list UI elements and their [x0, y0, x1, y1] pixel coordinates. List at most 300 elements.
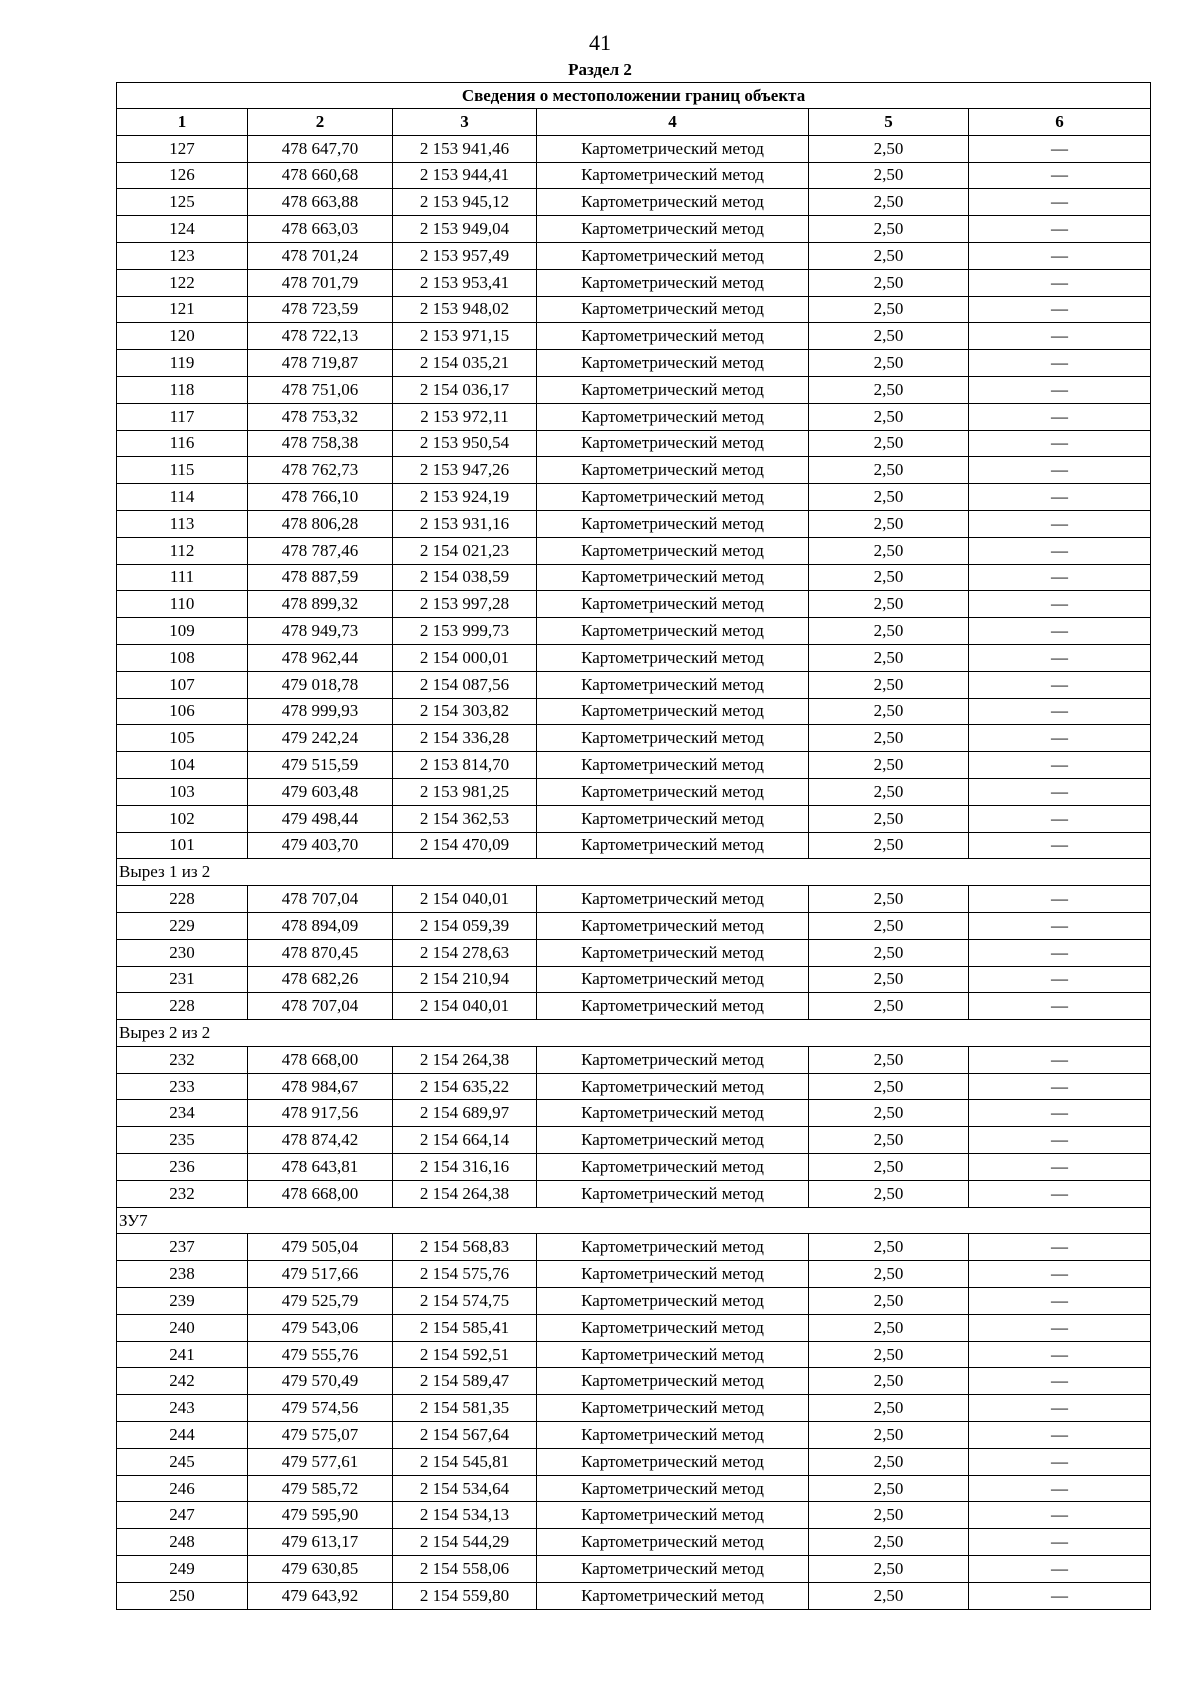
accuracy-cell: 2,50: [809, 1448, 969, 1475]
accuracy-cell: 2,50: [809, 430, 969, 457]
method-cell: Картометрический метод: [537, 698, 809, 725]
method-cell: Картометрический метод: [537, 644, 809, 671]
description-cell: —: [969, 350, 1151, 377]
accuracy-cell: 2,50: [809, 805, 969, 832]
table-row: [117, 350, 1151, 377]
method-cell: Картометрический метод: [537, 537, 809, 564]
table-row: [117, 1529, 1151, 1556]
description-cell: —: [969, 618, 1151, 645]
description-cell: —: [969, 1154, 1151, 1181]
method-cell: Картометрический метод: [537, 591, 809, 618]
x-coordinate-cell: 478 762,73: [248, 457, 393, 484]
x-coordinate-cell: 478 917,56: [248, 1100, 393, 1127]
column-header: 2: [248, 109, 393, 136]
table-row: [117, 1234, 1151, 1261]
point-number-cell: 119: [117, 350, 248, 377]
description-cell: —: [969, 1502, 1151, 1529]
column-header: 5: [809, 109, 969, 136]
accuracy-cell: 2,50: [809, 189, 969, 216]
method-cell: Картометрический метод: [537, 1180, 809, 1207]
y-coordinate-cell: 2 154 264,38: [393, 1046, 537, 1073]
y-coordinate-cell: 2 154 534,13: [393, 1502, 537, 1529]
x-coordinate-cell: 478 668,00: [248, 1180, 393, 1207]
table-row: [117, 1261, 1151, 1288]
description-cell: —: [969, 832, 1151, 859]
description-cell: —: [969, 1556, 1151, 1583]
y-coordinate-cell: 2 154 585,41: [393, 1314, 537, 1341]
description-cell: —: [969, 1368, 1151, 1395]
accuracy-cell: 2,50: [809, 886, 969, 913]
column-header: 4: [537, 109, 809, 136]
table-row: [117, 912, 1151, 939]
point-number-cell: 110: [117, 591, 248, 618]
method-cell: Картометрический метод: [537, 1556, 809, 1583]
accuracy-cell: 2,50: [809, 939, 969, 966]
y-coordinate-cell: 2 154 278,63: [393, 939, 537, 966]
group-title-row: [117, 1207, 1151, 1234]
y-coordinate-cell: 2 154 303,82: [393, 698, 537, 725]
accuracy-cell: 2,50: [809, 1529, 969, 1556]
method-cell: Картометрический метод: [537, 1127, 809, 1154]
x-coordinate-cell: 479 595,90: [248, 1502, 393, 1529]
x-coordinate-cell: 479 242,24: [248, 725, 393, 752]
table-row: [117, 1368, 1151, 1395]
accuracy-cell: 2,50: [809, 296, 969, 323]
y-coordinate-cell: 2 154 036,17: [393, 376, 537, 403]
description-cell: —: [969, 162, 1151, 189]
description-cell: —: [969, 269, 1151, 296]
x-coordinate-cell: 479 543,06: [248, 1314, 393, 1341]
point-number-cell: 117: [117, 403, 248, 430]
description-cell: —: [969, 1073, 1151, 1100]
method-cell: Картометрический метод: [537, 966, 809, 993]
point-number-cell: 240: [117, 1314, 248, 1341]
column-header: 6: [969, 109, 1151, 136]
method-cell: Картометрический метод: [537, 1448, 809, 1475]
description-cell: —: [969, 993, 1151, 1020]
method-cell: Картометрический метод: [537, 484, 809, 511]
method-cell: Картометрический метод: [537, 1046, 809, 1073]
accuracy-cell: 2,50: [809, 993, 969, 1020]
table-row: [117, 832, 1151, 859]
y-coordinate-cell: 2 153 972,11: [393, 403, 537, 430]
x-coordinate-cell: 478 766,10: [248, 484, 393, 511]
point-number-cell: 101: [117, 832, 248, 859]
x-coordinate-cell: 478 701,79: [248, 269, 393, 296]
method-cell: Картометрический метод: [537, 323, 809, 350]
section-title: Раздел 2: [568, 60, 632, 79]
table-row: [117, 886, 1151, 913]
accuracy-cell: 2,50: [809, 1046, 969, 1073]
y-coordinate-cell: 2 154 534,64: [393, 1475, 537, 1502]
point-number-cell: 235: [117, 1127, 248, 1154]
table-caption: Сведения о местоположении границ объекта: [117, 83, 1151, 109]
method-cell: Картометрический метод: [537, 752, 809, 779]
x-coordinate-cell: 479 630,85: [248, 1556, 393, 1583]
x-coordinate-cell: 479 585,72: [248, 1475, 393, 1502]
method-cell: Картометрический метод: [537, 1341, 809, 1368]
method-cell: Картометрический метод: [537, 1502, 809, 1529]
x-coordinate-cell: 478 719,87: [248, 350, 393, 377]
point-number-cell: 113: [117, 510, 248, 537]
description-cell: —: [969, 778, 1151, 805]
method-cell: Картометрический метод: [537, 457, 809, 484]
description-cell: —: [969, 376, 1151, 403]
x-coordinate-cell: 479 515,59: [248, 752, 393, 779]
point-number-cell: 103: [117, 778, 248, 805]
description-cell: —: [969, 671, 1151, 698]
x-coordinate-cell: 479 643,92: [248, 1582, 393, 1609]
method-cell: Картометрический метод: [537, 939, 809, 966]
x-coordinate-cell: 479 577,61: [248, 1448, 393, 1475]
point-number-cell: 102: [117, 805, 248, 832]
y-coordinate-cell: 2 154 574,75: [393, 1288, 537, 1315]
method-cell: Картометрический метод: [537, 162, 809, 189]
description-cell: —: [969, 644, 1151, 671]
x-coordinate-cell: 479 603,48: [248, 778, 393, 805]
description-cell: —: [969, 296, 1151, 323]
table-row: [117, 1502, 1151, 1529]
description-cell: —: [969, 1422, 1151, 1449]
x-coordinate-cell: 478 663,88: [248, 189, 393, 216]
y-coordinate-cell: 2 154 575,76: [393, 1261, 537, 1288]
point-number-cell: 120: [117, 323, 248, 350]
point-number-cell: 244: [117, 1422, 248, 1449]
accuracy-cell: 2,50: [809, 1395, 969, 1422]
accuracy-cell: 2,50: [809, 457, 969, 484]
accuracy-cell: 2,50: [809, 1341, 969, 1368]
table-header: [117, 83, 1151, 136]
table-row: [117, 1288, 1151, 1315]
y-coordinate-cell: 2 154 589,47: [393, 1368, 537, 1395]
method-cell: Картометрический метод: [537, 216, 809, 243]
point-number-cell: 104: [117, 752, 248, 779]
accuracy-cell: 2,50: [809, 1154, 969, 1181]
column-header: 3: [393, 109, 537, 136]
y-coordinate-cell: 2 153 981,25: [393, 778, 537, 805]
y-coordinate-cell: 2 154 544,29: [393, 1529, 537, 1556]
point-number-cell: 238: [117, 1261, 248, 1288]
method-cell: Картометрический метод: [537, 1422, 809, 1449]
table-row: [117, 671, 1151, 698]
table-row: [117, 484, 1151, 511]
description-cell: —: [969, 457, 1151, 484]
accuracy-cell: 2,50: [809, 1180, 969, 1207]
y-coordinate-cell: 2 153 999,73: [393, 618, 537, 645]
table-row: [117, 993, 1151, 1020]
description-cell: —: [969, 216, 1151, 243]
y-coordinate-cell: 2 154 336,28: [393, 725, 537, 752]
accuracy-cell: 2,50: [809, 1314, 969, 1341]
description-cell: —: [969, 242, 1151, 269]
table-row: [117, 1448, 1151, 1475]
y-coordinate-cell: 2 154 664,14: [393, 1127, 537, 1154]
point-number-cell: 230: [117, 939, 248, 966]
description-cell: —: [969, 1341, 1151, 1368]
accuracy-cell: 2,50: [809, 1100, 969, 1127]
accuracy-cell: 2,50: [809, 778, 969, 805]
x-coordinate-cell: 478 722,13: [248, 323, 393, 350]
point-number-cell: 234: [117, 1100, 248, 1127]
group-title: ЗУ7: [117, 1207, 1151, 1234]
method-cell: Картометрический метод: [537, 135, 809, 162]
method-cell: Картометрический метод: [537, 671, 809, 698]
table-caption-row: [117, 83, 1151, 109]
table-row: [117, 1100, 1151, 1127]
y-coordinate-cell: 2 154 689,97: [393, 1100, 537, 1127]
accuracy-cell: 2,50: [809, 725, 969, 752]
point-number-cell: 112: [117, 537, 248, 564]
y-coordinate-cell: 2 154 040,01: [393, 886, 537, 913]
table-row: [117, 939, 1151, 966]
accuracy-cell: 2,50: [809, 403, 969, 430]
method-cell: Картометрический метод: [537, 725, 809, 752]
point-number-cell: 247: [117, 1502, 248, 1529]
point-number-cell: 106: [117, 698, 248, 725]
table-row: [117, 1475, 1151, 1502]
group-title-row: [117, 859, 1151, 886]
method-cell: Картометрический метод: [537, 242, 809, 269]
column-number-row: [117, 109, 1151, 136]
point-number-cell: 228: [117, 993, 248, 1020]
description-cell: —: [969, 1046, 1151, 1073]
accuracy-cell: 2,50: [809, 323, 969, 350]
method-cell: Картометрический метод: [537, 1234, 809, 1261]
point-number-cell: 127: [117, 135, 248, 162]
y-coordinate-cell: 2 153 953,41: [393, 269, 537, 296]
x-coordinate-cell: 478 753,32: [248, 403, 393, 430]
y-coordinate-cell: 2 154 568,83: [393, 1234, 537, 1261]
x-coordinate-cell: 479 525,79: [248, 1288, 393, 1315]
method-cell: Картометрический метод: [537, 618, 809, 645]
accuracy-cell: 2,50: [809, 1234, 969, 1261]
y-coordinate-cell: 2 154 635,22: [393, 1073, 537, 1100]
x-coordinate-cell: 478 707,04: [248, 886, 393, 913]
point-number-cell: 246: [117, 1475, 248, 1502]
table-row: [117, 725, 1151, 752]
point-number-cell: 124: [117, 216, 248, 243]
y-coordinate-cell: 2 153 924,19: [393, 484, 537, 511]
y-coordinate-cell: 2 153 950,54: [393, 430, 537, 457]
accuracy-cell: 2,50: [809, 269, 969, 296]
accuracy-cell: 2,50: [809, 350, 969, 377]
accuracy-cell: 2,50: [809, 912, 969, 939]
y-coordinate-cell: 2 154 559,80: [393, 1582, 537, 1609]
accuracy-cell: 2,50: [809, 537, 969, 564]
point-number-cell: 116: [117, 430, 248, 457]
point-number-cell: 237: [117, 1234, 248, 1261]
method-cell: Картометрический метод: [537, 1154, 809, 1181]
description-cell: —: [969, 189, 1151, 216]
column-header: 1: [117, 109, 248, 136]
description-cell: —: [969, 537, 1151, 564]
accuracy-cell: 2,50: [809, 1475, 969, 1502]
x-coordinate-cell: 478 751,06: [248, 376, 393, 403]
description-cell: —: [969, 1288, 1151, 1315]
y-coordinate-cell: 2 154 362,53: [393, 805, 537, 832]
method-cell: Картометрический метод: [537, 430, 809, 457]
description-cell: —: [969, 912, 1151, 939]
point-number-cell: 105: [117, 725, 248, 752]
table-row: [117, 323, 1151, 350]
accuracy-cell: 2,50: [809, 1127, 969, 1154]
point-number-cell: 250: [117, 1582, 248, 1609]
x-coordinate-cell: 478 643,81: [248, 1154, 393, 1181]
point-number-cell: 126: [117, 162, 248, 189]
table-row: [117, 269, 1151, 296]
point-number-cell: 231: [117, 966, 248, 993]
point-number-cell: 111: [117, 564, 248, 591]
description-cell: —: [969, 966, 1151, 993]
description-cell: —: [969, 564, 1151, 591]
x-coordinate-cell: 479 613,17: [248, 1529, 393, 1556]
accuracy-cell: 2,50: [809, 376, 969, 403]
y-coordinate-cell: 2 154 021,23: [393, 537, 537, 564]
x-coordinate-cell: 478 949,73: [248, 618, 393, 645]
y-coordinate-cell: 2 153 957,49: [393, 242, 537, 269]
description-cell: —: [969, 1529, 1151, 1556]
y-coordinate-cell: 2 153 941,46: [393, 135, 537, 162]
y-coordinate-cell: 2 154 581,35: [393, 1395, 537, 1422]
accuracy-cell: 2,50: [809, 698, 969, 725]
y-coordinate-cell: 2 154 470,09: [393, 832, 537, 859]
table-row: [117, 1127, 1151, 1154]
accuracy-cell: 2,50: [809, 162, 969, 189]
method-cell: Картометрический метод: [537, 1261, 809, 1288]
table-row: [117, 1154, 1151, 1181]
description-cell: —: [969, 1314, 1151, 1341]
method-cell: Картометрический метод: [537, 510, 809, 537]
method-cell: Картометрический метод: [537, 376, 809, 403]
y-coordinate-cell: 2 154 038,59: [393, 564, 537, 591]
table-row: [117, 1180, 1151, 1207]
method-cell: Картометрический метод: [537, 832, 809, 859]
y-coordinate-cell: 2 154 316,16: [393, 1154, 537, 1181]
x-coordinate-cell: 478 758,38: [248, 430, 393, 457]
y-coordinate-cell: 2 153 948,02: [393, 296, 537, 323]
table-row: [117, 296, 1151, 323]
x-coordinate-cell: 479 505,04: [248, 1234, 393, 1261]
y-coordinate-cell: 2 154 545,81: [393, 1448, 537, 1475]
description-cell: —: [969, 403, 1151, 430]
point-number-cell: 248: [117, 1529, 248, 1556]
accuracy-cell: 2,50: [809, 510, 969, 537]
y-coordinate-cell: 2 154 040,01: [393, 993, 537, 1020]
point-number-cell: 125: [117, 189, 248, 216]
point-number-cell: 242: [117, 1368, 248, 1395]
table-row: [117, 376, 1151, 403]
description-cell: —: [969, 752, 1151, 779]
table-row: [117, 805, 1151, 832]
point-number-cell: 108: [117, 644, 248, 671]
method-cell: Картометрический метод: [537, 1529, 809, 1556]
table-body: [117, 135, 1151, 1609]
y-coordinate-cell: 2 154 592,51: [393, 1341, 537, 1368]
description-cell: —: [969, 1395, 1151, 1422]
y-coordinate-cell: 2 153 945,12: [393, 189, 537, 216]
x-coordinate-cell: 478 874,42: [248, 1127, 393, 1154]
description-cell: —: [969, 1475, 1151, 1502]
x-coordinate-cell: 479 517,66: [248, 1261, 393, 1288]
point-number-cell: 233: [117, 1073, 248, 1100]
accuracy-cell: 2,50: [809, 242, 969, 269]
accuracy-cell: 2,50: [809, 752, 969, 779]
y-coordinate-cell: 2 153 997,28: [393, 591, 537, 618]
x-coordinate-cell: 479 574,56: [248, 1395, 393, 1422]
y-coordinate-cell: 2 154 059,39: [393, 912, 537, 939]
table-row: [117, 1582, 1151, 1609]
x-coordinate-cell: 478 984,67: [248, 1073, 393, 1100]
table-row: [117, 510, 1151, 537]
accuracy-cell: 2,50: [809, 564, 969, 591]
method-cell: Картометрический метод: [537, 805, 809, 832]
description-cell: —: [969, 1261, 1151, 1288]
method-cell: Картометрический метод: [537, 403, 809, 430]
description-cell: —: [969, 1100, 1151, 1127]
point-number-cell: 249: [117, 1556, 248, 1583]
table-row: [117, 752, 1151, 779]
description-cell: —: [969, 805, 1151, 832]
table-row: [117, 430, 1151, 457]
description-cell: —: [969, 484, 1151, 511]
method-cell: Картометрический метод: [537, 1314, 809, 1341]
point-number-cell: 115: [117, 457, 248, 484]
accuracy-cell: 2,50: [809, 1556, 969, 1583]
x-coordinate-cell: 478 887,59: [248, 564, 393, 591]
method-cell: Картометрический метод: [537, 269, 809, 296]
x-coordinate-cell: 478 787,46: [248, 537, 393, 564]
y-coordinate-cell: 2 154 558,06: [393, 1556, 537, 1583]
accuracy-cell: 2,50: [809, 484, 969, 511]
method-cell: Картометрический метод: [537, 1100, 809, 1127]
table-row: [117, 457, 1151, 484]
method-cell: Картометрический метод: [537, 1475, 809, 1502]
accuracy-cell: 2,50: [809, 1422, 969, 1449]
x-coordinate-cell: 479 575,07: [248, 1422, 393, 1449]
y-coordinate-cell: 2 154 087,56: [393, 671, 537, 698]
method-cell: Картометрический метод: [537, 296, 809, 323]
y-coordinate-cell: 2 153 971,15: [393, 323, 537, 350]
point-number-cell: 107: [117, 671, 248, 698]
table-row: [117, 1422, 1151, 1449]
accuracy-cell: 2,50: [809, 216, 969, 243]
y-coordinate-cell: 2 154 000,01: [393, 644, 537, 671]
point-number-cell: 243: [117, 1395, 248, 1422]
x-coordinate-cell: 479 018,78: [248, 671, 393, 698]
x-coordinate-cell: 478 701,24: [248, 242, 393, 269]
boundary-coordinates-table: [116, 82, 1151, 1610]
description-cell: —: [969, 939, 1151, 966]
description-cell: —: [969, 698, 1151, 725]
table-row: [117, 216, 1151, 243]
accuracy-cell: 2,50: [809, 644, 969, 671]
table-row: [117, 698, 1151, 725]
x-coordinate-cell: 478 660,68: [248, 162, 393, 189]
table-row: [117, 778, 1151, 805]
description-cell: —: [969, 1582, 1151, 1609]
method-cell: Картометрический метод: [537, 912, 809, 939]
table-row: [117, 618, 1151, 645]
x-coordinate-cell: 478 999,93: [248, 698, 393, 725]
accuracy-cell: 2,50: [809, 1502, 969, 1529]
y-coordinate-cell: 2 153 947,26: [393, 457, 537, 484]
x-coordinate-cell: 479 498,44: [248, 805, 393, 832]
x-coordinate-cell: 478 894,09: [248, 912, 393, 939]
table-row: [117, 591, 1151, 618]
y-coordinate-cell: 2 154 264,38: [393, 1180, 537, 1207]
point-number-cell: 232: [117, 1180, 248, 1207]
point-number-cell: 122: [117, 269, 248, 296]
